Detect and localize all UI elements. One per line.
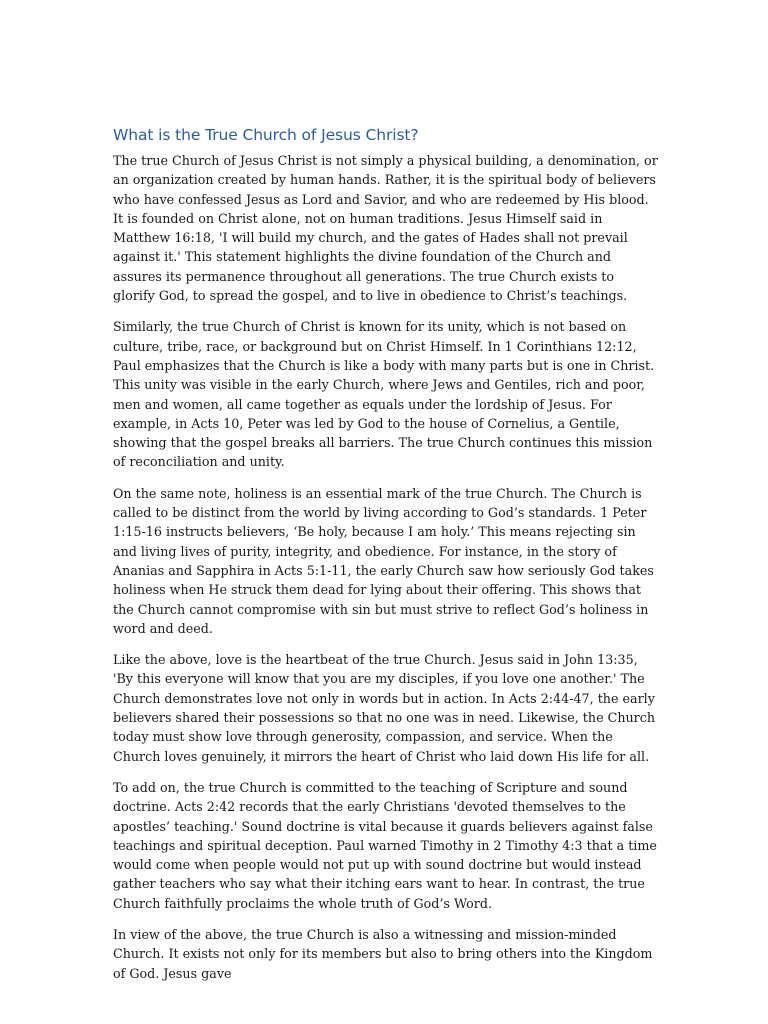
document-page <box>113 124 659 995</box>
paragraph-2: Similarly, the true Church of Christ is known for its unity, which is not based on culture, tribe, race, or background but on Christ Himself. In 1 Corinthians 12:12, Paul emphasizes that the Church is like a body with many parts but is one in Christ. This unity was visible in the early Church, where Jews and Gentiles, rich and poor, men and women, all came together as equals under the lordship of Jesus. For example, in Acts 10, Peter was led by God to the house of Cornelius, a Gentile, showing that the gospel breaks all barriers. The true Church continues this mission of reconciliation and unity. <box>113 319 655 470</box>
paragraph-6: In view of the above, the true Church is also a witnessing and mission-minded Church. It exists not only for its members but also to bring others into the Kingdom of God. Jesus gave <box>113 926 653 981</box>
paragraph-1: The true Church of Jesus Christ is not simply a physical building, a denomination, or an organization created by human hands. Rather, it is the spiritual body of believers who have confessed Jesus as Lord and Savior, and who are redeemed by His blood. It is founded on Christ alone, not on human traditions. Jesus Himself said in Matthew 16:18, 'I will build my church, and the gates of Hades shall not prevail against it.' This statement highlights the divine foundation of the Church and assures its permanence throughout all generations. The true Church exists to glorify God, to spread the gospel, and to live in obedience to Christ’s teachings. <box>113 153 658 304</box>
paragraph-4: Like the above, love is the heartbeat of the true Church. Jesus said in John 13:35, 'By this everyone will know that you are my disciples, if you love one another.' The Church demonstrates love not only in words but in action. In Acts 2:44-47, the early believers shared their possessions so that no one was in need. Likewise, the Church today must show love through generosity, compassion, and service. When the Church loves genuinely, it mirrors the heart of Christ who laid down His life for all. <box>113 652 656 764</box>
paragraph-5: To add on, the true Church is committed to the teaching of Scripture and sound doctrine. Acts 2:42 records that the early Christians 'devoted themselves to the apostles’ teaching.' Sound doctrine is vital because it guards believers against false teachings and spiritual deception. Paul warned Timothy in 2 Timothy 4:3 that a time would come when people would not put up with sound doctrine but would instead gather teachers who say what their itching ears want to hear. In contrast, the true Church faithfully proclaims the whole truth of God’s Word. <box>113 779 657 911</box>
paragraph-3: On the same note, holiness is an essential mark of the true Church. The Church is called to be distinct from the world by living according to God’s standards. 1 Peter 1:15-16 instructs believers, ‘Be holy, because I am holy.’ This means rejecting sin and living lives of purity, integrity, and obedience. For instance, in the story of Ananias and Sapphira in Acts 5:1-11, the early Church saw how seriously God takes holiness when He struck them dead for lying about their offering. This shows that the Church cannot compromise with sin but must strive to reflect God’s holiness in word and deed. <box>113 485 654 636</box>
document-heading: What is the True Church of Jesus Christ? <box>113 126 419 144</box>
